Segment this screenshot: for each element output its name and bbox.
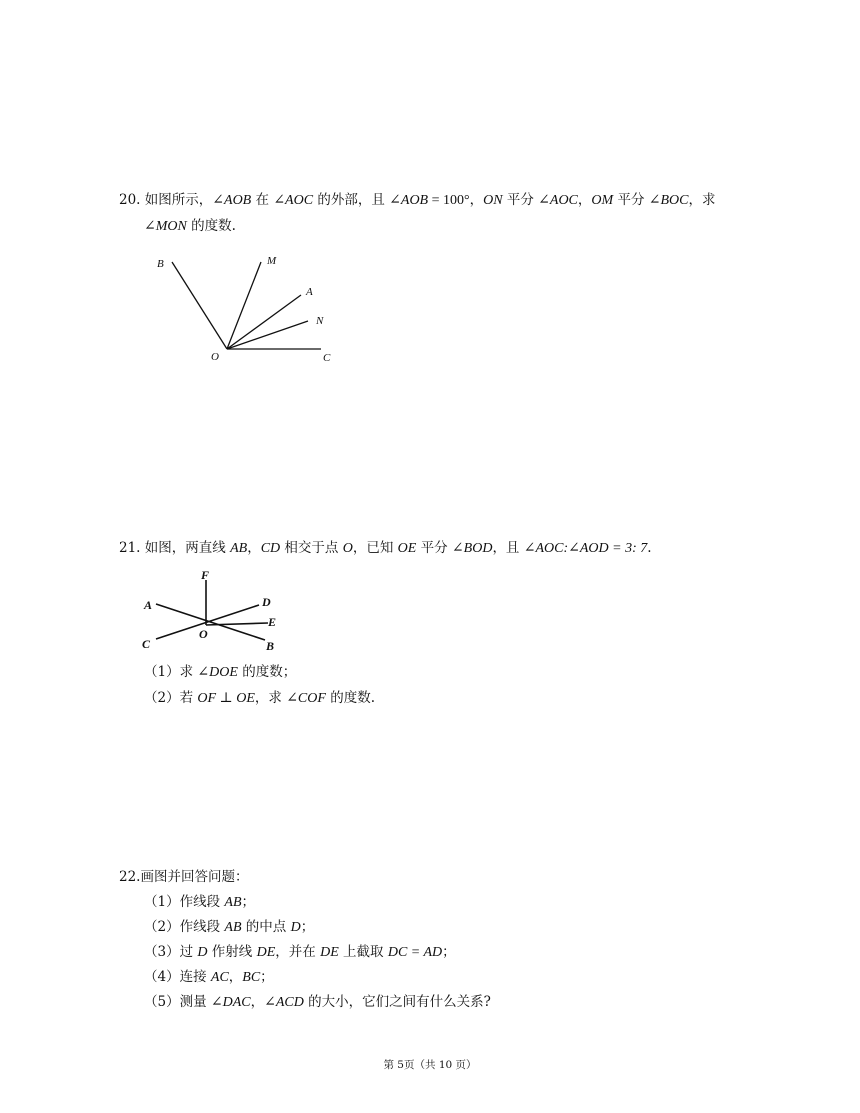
- q21-angle-doe: ∠DOE: [197, 665, 238, 680]
- q22-point-d: D: [197, 945, 208, 960]
- q20-text: ，: [469, 192, 484, 208]
- q22-step-text: 上截取: [338, 944, 388, 960]
- label-b: B: [157, 258, 164, 270]
- q21-text: 平分: [416, 540, 452, 556]
- q22-step-text: ，: [228, 969, 243, 985]
- q20-angle-mon: ∠MON: [144, 219, 187, 234]
- q20-text: ，: [577, 192, 592, 208]
- q20-line1: [119, 190, 716, 211]
- label-b: B: [266, 639, 275, 653]
- q20-equation: = 100°: [428, 193, 470, 208]
- q22-step-text: （3）过: [144, 944, 198, 960]
- label-m: M: [267, 255, 277, 267]
- q21-text: .: [647, 540, 652, 556]
- q21-part2-text: ，求: [254, 690, 287, 706]
- q20-text: 如图所示，: [144, 192, 213, 208]
- label-o: O: [199, 627, 208, 641]
- q21-part1: [144, 662, 296, 683]
- q22-ray-de: DE: [256, 945, 276, 960]
- q22-angle-dac: ∠DAC: [210, 995, 251, 1010]
- q20-figure: [140, 250, 360, 370]
- ray-on: [227, 321, 308, 349]
- q22-equation: DC = AD: [387, 945, 443, 960]
- q20-text: 的度数.: [186, 218, 236, 234]
- q20-angle-aob: ∠AOB: [212, 193, 252, 208]
- q22-step-text: （1）作线段: [144, 894, 225, 910]
- q20-text: 平分: [502, 192, 539, 208]
- q22-step-text: ；: [442, 944, 456, 960]
- q21-text: 如图，两直线: [144, 540, 231, 556]
- q22-ray-de: DE: [320, 945, 339, 960]
- q20-angle-boc: ∠BOC: [648, 193, 689, 208]
- q21-angle-cof: ∠COF: [286, 691, 326, 706]
- q21-line-cd: CD: [260, 541, 281, 556]
- q21-text: ，: [247, 540, 261, 556]
- q22-step-text: ；: [241, 894, 255, 910]
- label-f: F: [201, 568, 210, 582]
- q22-step-text: （4）连接: [144, 969, 211, 985]
- q20-text: 的外部，且: [313, 192, 390, 208]
- q22-segment-ab: AB: [224, 895, 242, 910]
- q22-step-text: （2）作线段: [144, 919, 225, 935]
- q21-part1-text: （1）求: [144, 664, 198, 680]
- q22-step-text: ；: [300, 919, 315, 935]
- q22-segment-ab: AB: [224, 920, 242, 935]
- q21-part2-text: 的度数.: [325, 690, 376, 706]
- q22-step5: [144, 992, 491, 1013]
- q21-number: 21.: [119, 540, 141, 556]
- q22-step-text: 的中点: [241, 919, 291, 935]
- q22-step1: [144, 892, 255, 913]
- line-ab: [156, 604, 265, 640]
- q21-angle-bod: ∠BOD: [451, 541, 493, 556]
- q21-text: ，已知: [352, 540, 398, 556]
- q22-step3: [144, 942, 456, 963]
- q21-line-ab: AB: [230, 541, 248, 556]
- label-d: D: [262, 595, 271, 609]
- q20-ray-on: ON: [483, 193, 503, 208]
- label-n: N: [316, 315, 324, 327]
- q22-title: [119, 867, 248, 887]
- q20-ray-om: OM: [591, 193, 614, 208]
- q20-text: 在: [251, 192, 274, 208]
- q22-step2: [144, 917, 314, 938]
- q22-step4: [144, 967, 274, 988]
- q21-part1-text: 的度数；: [237, 664, 297, 680]
- q22-segment-ac: AC: [210, 970, 229, 985]
- q22-angle-acd: ∠ACD: [264, 995, 304, 1010]
- q21-part2-text: （2）若: [144, 690, 198, 706]
- label-a: A: [306, 286, 313, 298]
- q22-number: 22.: [119, 869, 141, 885]
- q20-line2: [144, 216, 236, 237]
- label-e: E: [268, 615, 277, 629]
- q21-ratio: ∠AOC:∠AOD = 3: 7: [523, 541, 648, 556]
- q22-title-text: 画图并回答问题：: [140, 869, 249, 885]
- q22-step-text: ，并在: [275, 944, 321, 960]
- q21-perpendicular: OF ⊥ OE: [197, 691, 255, 706]
- q21-text: ，且: [492, 540, 524, 556]
- q20-text: ，求: [688, 192, 716, 208]
- page-footer: 第 5页（共 10 页）: [383, 1059, 477, 1071]
- q22-point-d: D: [290, 920, 301, 935]
- ray-ob: [172, 262, 227, 349]
- q22-step-text: 的大小，它们之间有什么关系?: [303, 994, 491, 1010]
- q22-step-text: ；: [260, 969, 274, 985]
- q20-number: 20.: [119, 192, 141, 208]
- q20-angle-aoc: ∠AOC: [538, 193, 578, 208]
- q22-step-text: 作射线: [207, 944, 257, 960]
- label-a: A: [144, 598, 153, 612]
- q22-step-text: ，: [250, 994, 265, 1010]
- label-c: C: [142, 637, 151, 651]
- q22-segment-bc: BC: [242, 970, 261, 985]
- q21-ray-oe: OE: [397, 541, 417, 556]
- q21-text: 相交于点: [280, 540, 343, 556]
- label-o: O: [211, 351, 219, 363]
- q21-figure: [138, 566, 288, 656]
- label-c: C: [323, 352, 331, 364]
- q21-part2: [144, 688, 375, 709]
- q21-line1: [119, 538, 652, 559]
- q20-text: 平分: [613, 192, 649, 208]
- q21-point-o: O: [342, 541, 353, 556]
- q22-step-text: （5）测量: [144, 994, 211, 1010]
- q20-angle-aoc: ∠AOC: [273, 193, 314, 208]
- q20-angle-aob: ∠AOB: [389, 193, 429, 208]
